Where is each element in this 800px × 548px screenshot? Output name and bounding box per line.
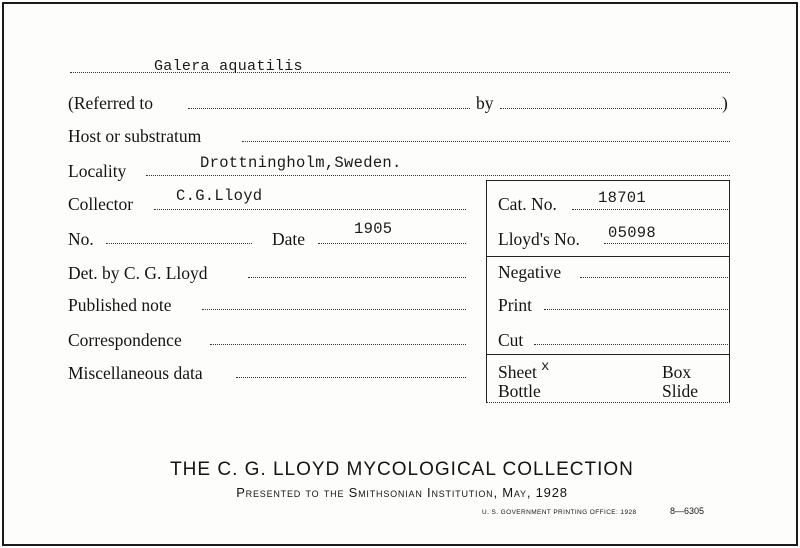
number-line <box>106 243 252 244</box>
cut-line <box>534 344 728 345</box>
slide-label: Slide <box>662 381 698 401</box>
collector-line <box>154 209 466 210</box>
sheet-label: Sheet <box>498 362 537 382</box>
referred-to-line <box>188 108 470 109</box>
collector-label: Collector <box>68 194 134 214</box>
referred-to-label: (Referred to <box>68 93 154 113</box>
host-label: Host or substratum <box>68 126 202 146</box>
correspondence-line <box>210 344 466 345</box>
date-label: Date <box>272 229 306 249</box>
box-divider-lower <box>486 354 730 355</box>
sheet-mark: x <box>541 359 550 375</box>
form-code: 8—6305 <box>670 506 705 516</box>
collector-value: C.G.Lloyd <box>176 187 263 205</box>
date-value: 1905 <box>354 220 393 238</box>
lloyd-no-value: 05098 <box>608 224 657 242</box>
collection-subtitle: Presented to the Smithsonian Institution, May, 1928 <box>236 485 568 500</box>
box-label: Box <box>662 362 692 382</box>
locality-label: Locality <box>68 161 127 181</box>
correspondence-label: Correspondence <box>68 330 182 350</box>
lloyd-no-line <box>604 243 728 244</box>
misc-line <box>236 377 466 378</box>
printing-office-note: U. S. GOVERNMENT PRINTING OFFICE: 1928 <box>482 509 637 516</box>
species-name: Galera aquatilis <box>154 58 303 75</box>
box-bottom <box>486 402 730 403</box>
bottle-label: Bottle <box>498 381 541 401</box>
det-line <box>248 277 466 278</box>
by-label: by <box>476 93 494 113</box>
negative-label: Negative <box>498 262 562 282</box>
locality-value: Drottningholm,Sweden. <box>200 154 402 172</box>
date-line <box>318 243 466 244</box>
by-line <box>500 108 722 109</box>
lloyd-no-label: Lloyd's No. <box>498 229 580 249</box>
cat-no-value: 18701 <box>598 189 647 207</box>
det-label: Det. by C. G. Lloyd <box>68 263 208 283</box>
published-label: Published note <box>68 295 172 315</box>
cut-label: Cut <box>498 330 524 350</box>
specimen-card <box>2 2 798 546</box>
misc-label: Miscellaneous data <box>68 363 203 383</box>
published-line <box>202 309 466 310</box>
negative-line <box>580 277 728 278</box>
host-line <box>242 141 730 142</box>
locality-line <box>146 175 730 176</box>
cat-no-line <box>572 209 728 210</box>
close-paren: ) <box>722 93 728 113</box>
collection-title: THE C. G. LLOYD MYCOLOGICAL COLLECTION <box>170 459 634 480</box>
cat-no-label: Cat. No. <box>498 194 557 214</box>
print-label: Print <box>498 295 533 315</box>
print-line <box>544 309 728 310</box>
number-label: No. <box>68 229 94 249</box>
box-divider <box>486 256 730 257</box>
